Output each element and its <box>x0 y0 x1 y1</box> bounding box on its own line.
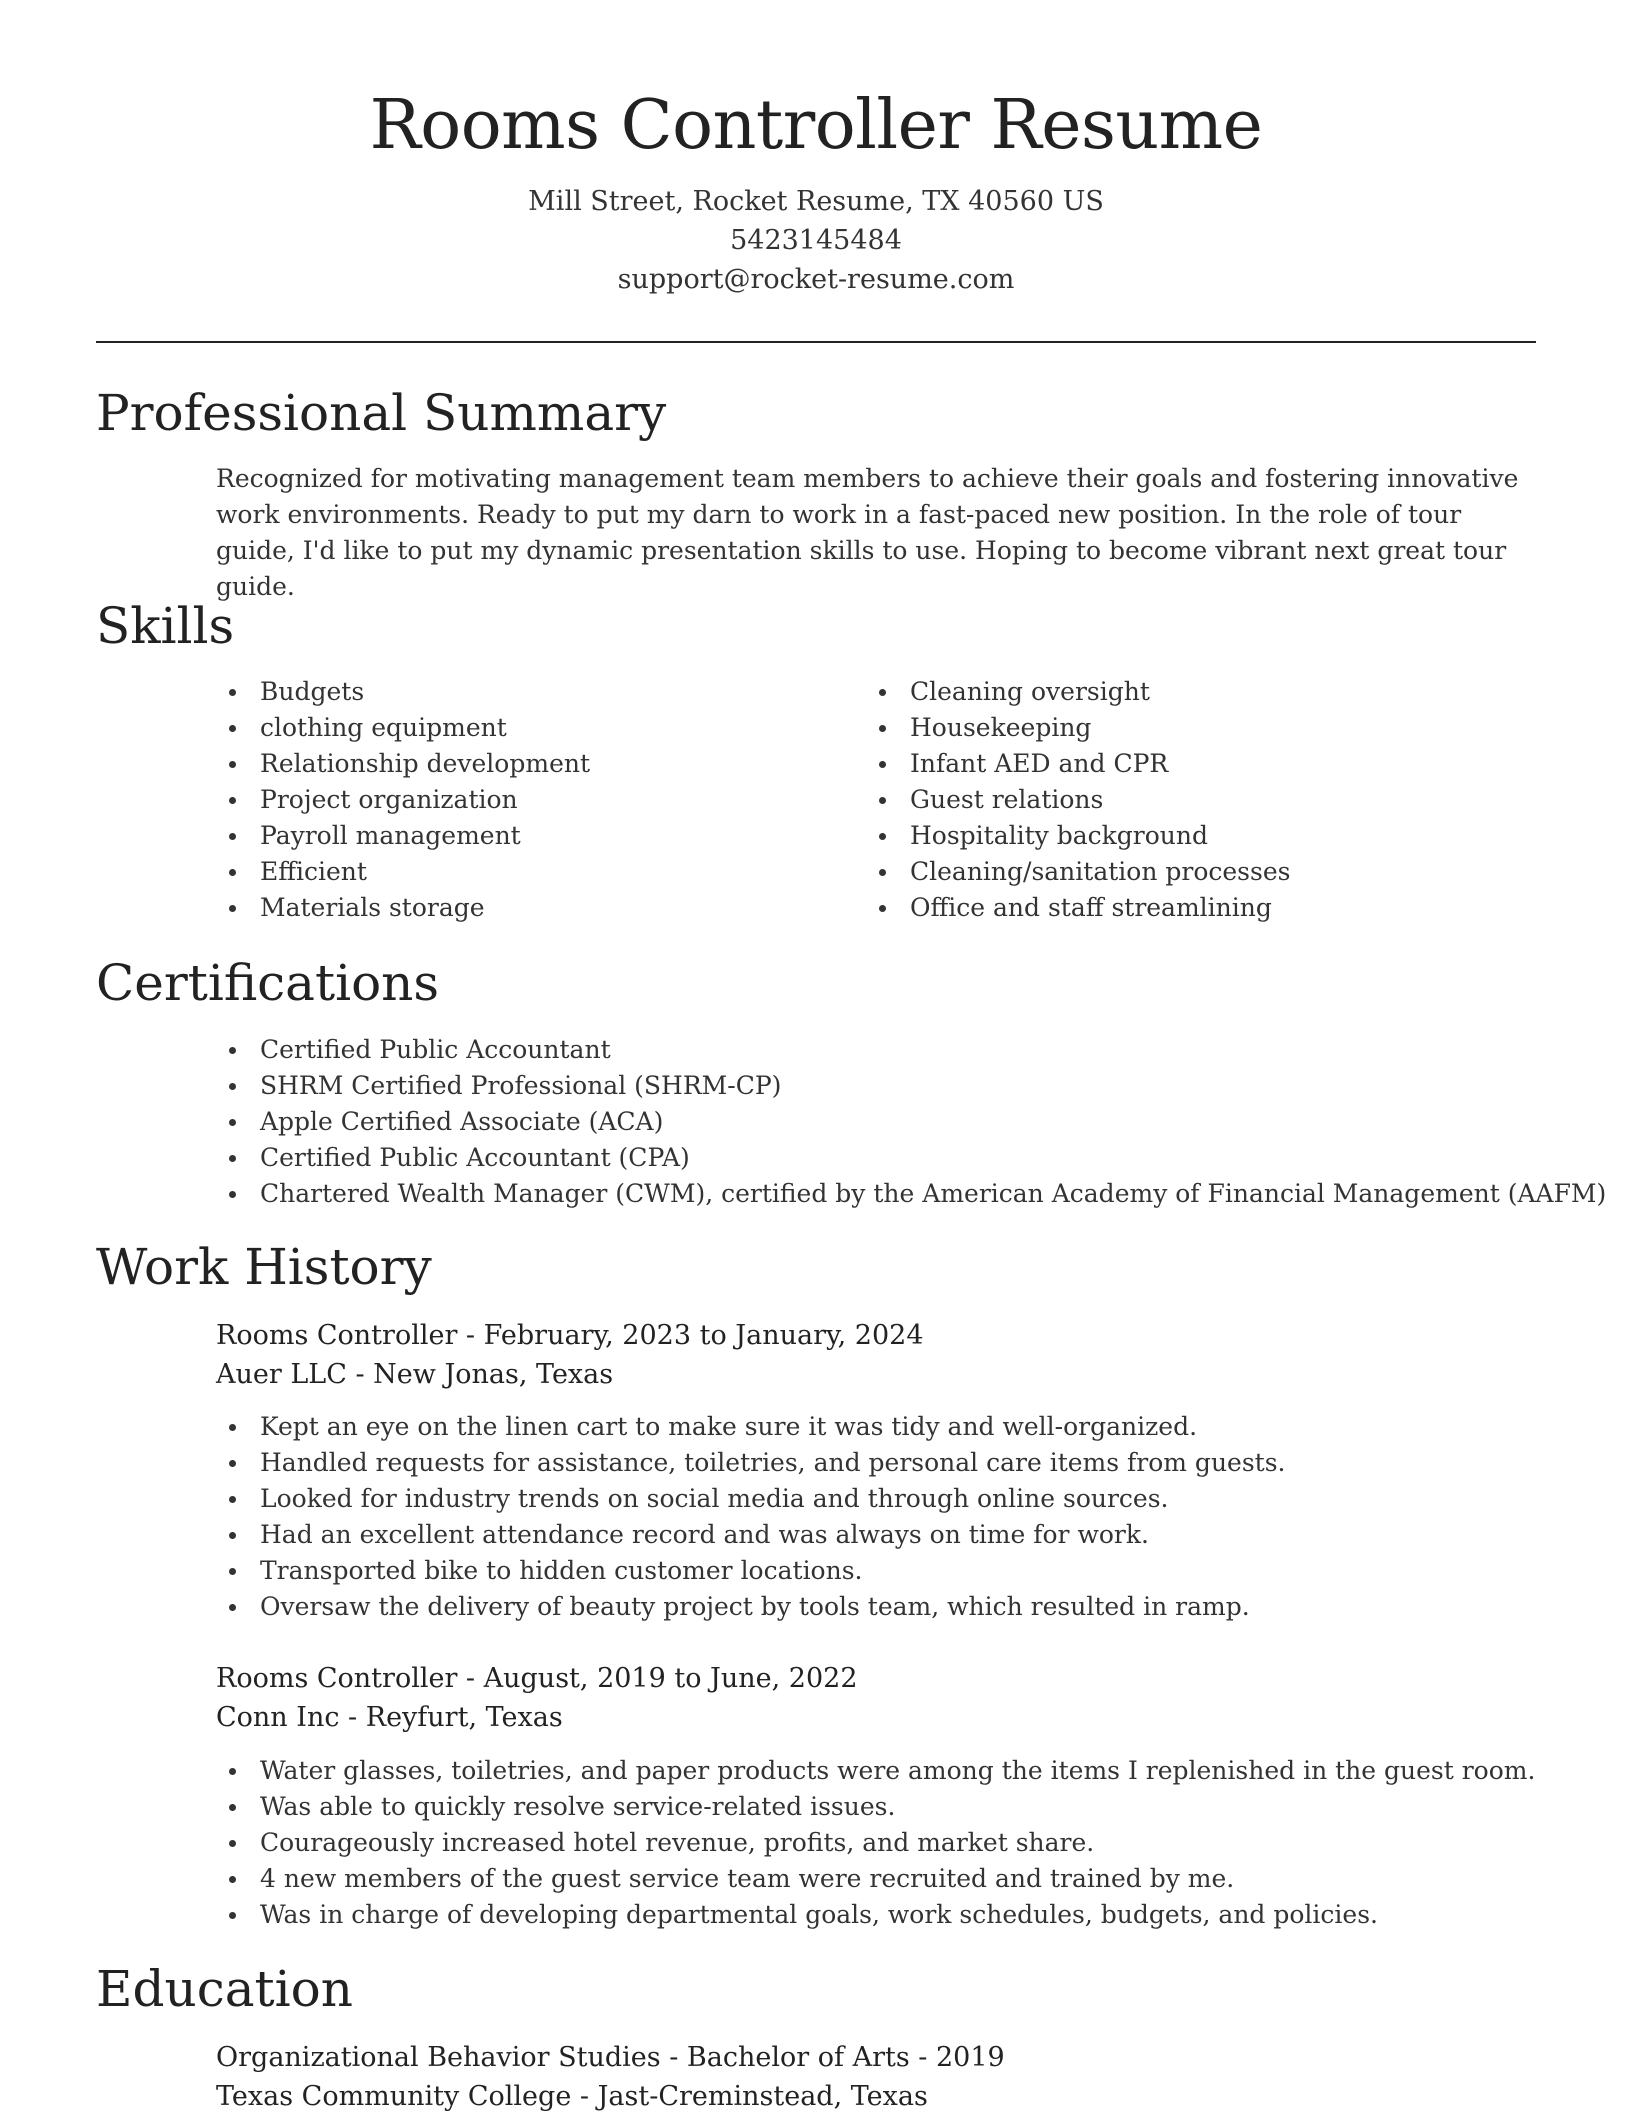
job-company-location: Conn Inc - Reyfurt, Texas <box>216 1702 563 1733</box>
certification-item: Chartered Wealth Manager (CWM), certified by the American Academy of Financial Management (AAFM) <box>216 1176 1606 1212</box>
job-bullet: 4 new members of the guest service team were recruited and trained by me. <box>216 1861 1535 1897</box>
skill-item: Budgets <box>216 674 590 710</box>
resume-title: Rooms Controller Resume <box>369 86 1263 165</box>
header-divider <box>96 341 1536 343</box>
resume-header <box>0 0 1632 299</box>
job-bullets <box>216 1753 1535 1933</box>
skill-item: Project organization <box>216 782 590 818</box>
job-bullet: Handled requests for assistance, toiletries, and personal care items from guests. <box>216 1445 1286 1481</box>
contact-phone: 5423145484 <box>730 225 902 256</box>
skill-item: Infant AED and CPR <box>866 746 1290 782</box>
certification-item: Apple Certified Associate (ACA) <box>216 1104 1606 1140</box>
education-entry <box>216 2038 1005 2112</box>
skill-item: Cleaning/sanitation processes <box>866 854 1290 890</box>
contact-email: support@rocket-resume.com <box>617 264 1015 295</box>
certification-item: SHRM Certified Professional (SHRM-CP) <box>216 1068 1606 1104</box>
job-bullets <box>216 1409 1286 1625</box>
job-bullet: Was in charge of developing departmental goals, work schedules, budgets, and policies. <box>216 1897 1535 1933</box>
section-title-certifications: Certifications <box>96 954 440 1012</box>
job-bullet: Had an excellent attendance record and was always on time for work. <box>216 1517 1286 1553</box>
job-role-dates: Rooms Controller - August, 2019 to June, 2022 <box>216 1663 858 1694</box>
job-bullet: Oversaw the delivery of beauty project by tools team, which resulted in ramp. <box>216 1589 1286 1625</box>
skill-item: Cleaning oversight <box>866 674 1290 710</box>
skill-item: Relationship development <box>216 746 590 782</box>
certifications-list <box>216 1032 1606 1212</box>
certification-item: Certified Public Accountant <box>216 1032 1606 1068</box>
job-entry <box>216 1316 924 1394</box>
job-entry <box>216 1659 858 1737</box>
skills-list-right <box>866 674 1290 926</box>
job-role-dates: Rooms Controller - February, 2023 to January, 2024 <box>216 1320 924 1351</box>
certification-item: Certified Public Accountant (CPA) <box>216 1140 1606 1176</box>
section-title-skills: Skills <box>96 597 235 655</box>
education-school: Texas Community College - Jast-Creminstead, Texas <box>216 2081 928 2112</box>
skill-item: clothing equipment <box>216 710 590 746</box>
skill-item: Guest relations <box>866 782 1290 818</box>
job-bullet: Looked for industry trends on social media and through online sources. <box>216 1481 1286 1517</box>
summary-text: Recognized for motivating management team members to achieve their goals and fostering innovative work environments. Ready to put my darn to work in a fast-paced new position. In the role of tour guide, I'd like to put my dynamic presentation skills to use. Hoping to become vibrant next great tour guide. <box>216 464 1519 601</box>
section-title-summary: Professional Summary <box>96 384 667 442</box>
contact-address: Mill Street, Rocket Resume, TX 40560 US <box>528 186 1104 217</box>
job-bullet: Kept an eye on the linen cart to make sure it was tidy and well-organized. <box>216 1409 1286 1445</box>
skills-list-left <box>216 674 590 926</box>
skill-item: Efficient <box>216 854 590 890</box>
job-bullet: Transported bike to hidden customer locations. <box>216 1553 1286 1589</box>
section-title-education: Education <box>96 1960 353 2018</box>
contact-info <box>0 182 1632 299</box>
skill-item: Office and staff streamlining <box>866 890 1290 926</box>
job-bullet: Water glasses, toiletries, and paper products were among the items I replenished in the guest room. <box>216 1753 1535 1789</box>
skill-item: Payroll management <box>216 818 590 854</box>
skill-item: Housekeeping <box>866 710 1290 746</box>
job-company-location: Auer LLC - New Jonas, Texas <box>216 1359 614 1390</box>
education-degree: Organizational Behavior Studies - Bachelor of Arts - 2019 <box>216 2042 1005 2073</box>
skill-item: Materials storage <box>216 890 590 926</box>
job-bullet: Was able to quickly resolve service-related issues. <box>216 1789 1535 1825</box>
section-title-work-history: Work History <box>96 1238 432 1296</box>
job-bullet: Courageously increased hotel revenue, profits, and market share. <box>216 1825 1535 1861</box>
skill-item: Hospitality background <box>866 818 1290 854</box>
